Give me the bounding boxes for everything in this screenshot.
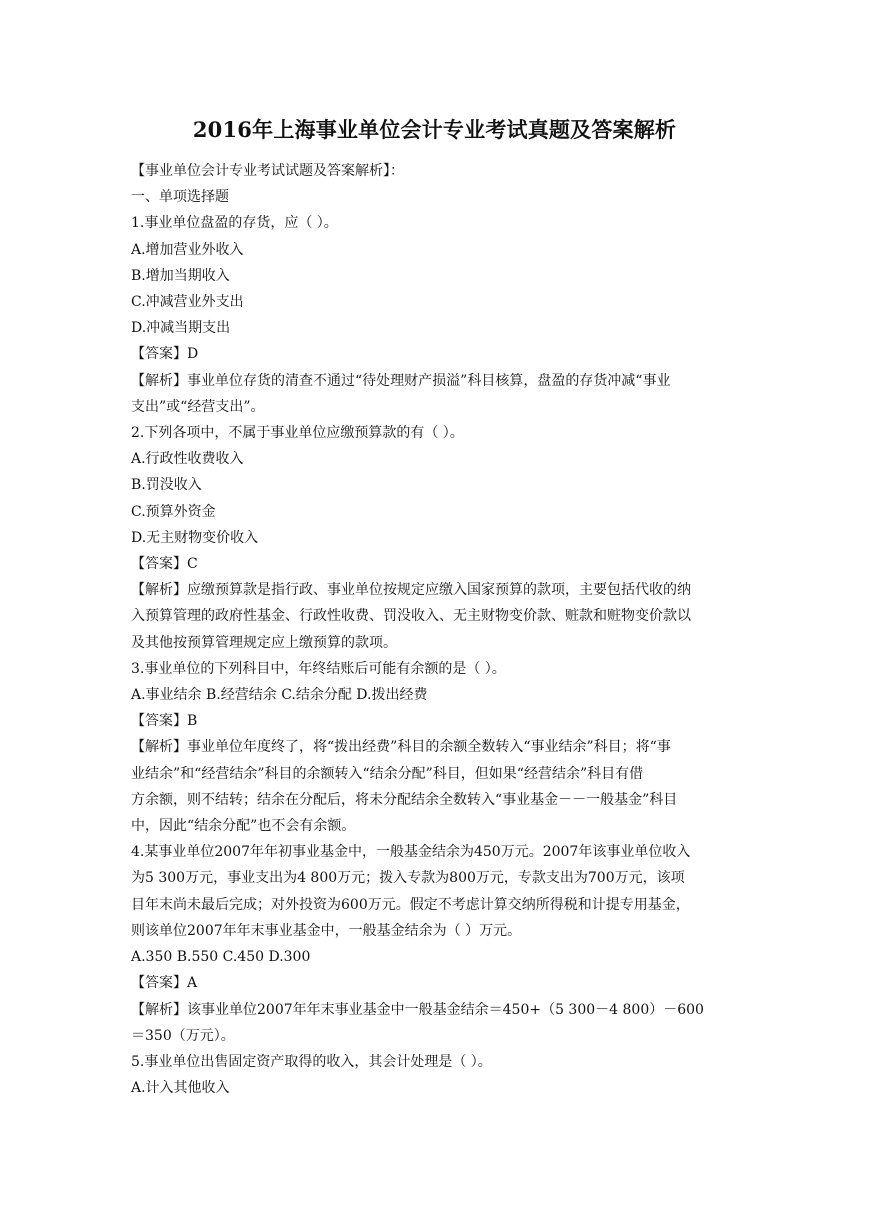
text-line: 2.下列各项中，不属于事业单位应缴预算款的有（ ）。 — [131, 425, 464, 442]
text-line: 【事业单位会计专业考试试题及答案解析】： — [131, 163, 404, 179]
text-line: 目年末尚未最后完成；对外投资为600万元。假定不考虑计算交纳所得税和计提专用基金， — [131, 896, 690, 913]
page-title: 2016年上海事业单位会计专业考试真题及答案解析 — [192, 117, 677, 142]
text-line: 【答案】B — [131, 713, 198, 730]
text-line: ＝350（万元）。 — [131, 1027, 235, 1044]
text-line: 【答案】D — [131, 346, 199, 363]
text-line: 【解析】事业单位年度终了，将“拨出经费”科目的余额全数转入“事业结余”科目；将“事 — [131, 739, 671, 756]
text-line: 3.事业单位的下列科目中，年终结账后可能有余额的是（ ）。 — [131, 660, 506, 677]
text-line: A.事业结余 B.经营结余 C.结余分配 D.拨出经费 — [131, 687, 428, 704]
text-line: 入预算管理的政府性基金、行政性收费、罚没收入、无主财物变价款、赃款和赃物变价款以 — [131, 608, 691, 625]
text-line: A.350 B.550 C.450 D.300 — [131, 949, 311, 966]
text-line: 【解析】应缴预算款是指行政、事业单位按规定应缴入国家预算的款项，主要包括代收的纳 — [131, 582, 691, 599]
text-line: 【解析】事业单位存货的清查不通过“待处理财产损溢”科目核算，盘盈的存货冲减“事业 — [131, 372, 671, 389]
text-line: 【答案】A — [131, 975, 198, 992]
text-line: A.增加营业外收入 — [131, 241, 244, 258]
text-line: D.无主财物变价收入 — [131, 529, 259, 546]
text-line: 【答案】C — [131, 556, 198, 573]
text-line: 则该单位2007年年末事业基金中，一般基金结余为（ ）万元。 — [131, 922, 522, 939]
document-body — [131, 158, 741, 1101]
text-line: 4.某事业单位2007年年初事业基金中，一般基金结余为450万元。2007年该事业单位收入 — [131, 844, 691, 861]
text-line: C.冲减营业外支出 — [131, 294, 244, 311]
text-line: D.冲减当期支出 — [131, 320, 231, 337]
text-line: 【解析】该事业单位2007年年末事业基金中一般基金结余＝450+（5 300－4 800）－600 — [131, 1001, 704, 1018]
text-line: 业结余”和“经营结余”科目的余额转入“结余分配”科目，但如果“经营结余”科目有借 — [131, 765, 644, 782]
text-line: 为5 300万元，事业支出为4 800万元；拨入专款为800万元，专款支出为700万元，该项 — [131, 870, 685, 887]
text-line: 方余额，则不结转；结余在分配后，将未分配结余全数转入“事业基金－－一般基金”科目 — [131, 791, 678, 808]
text-line: 一、单项选择题 — [131, 189, 229, 206]
text-line: 支出”或“经营支出”。 — [131, 398, 265, 415]
text-line: 1.事业单位盘盈的存货，应（ ）。 — [131, 215, 338, 232]
text-line: 中，因此“结余分配”也不会有余额。 — [131, 818, 356, 835]
text-line: B.增加当期收入 — [131, 267, 230, 284]
text-line: B.罚没收入 — [131, 477, 202, 494]
text-line: A.计入其他收入 — [131, 1080, 230, 1097]
text-line: A.行政性收费收入 — [131, 451, 244, 468]
text-line: C.预算外资金 — [131, 503, 216, 520]
text-line: 及其他按预算管理规定应上缴预算的款项。 — [131, 634, 397, 651]
text-line: 5.事业单位出售固定资产取得的收入，其会计处理是（ ）。 — [131, 1053, 492, 1070]
